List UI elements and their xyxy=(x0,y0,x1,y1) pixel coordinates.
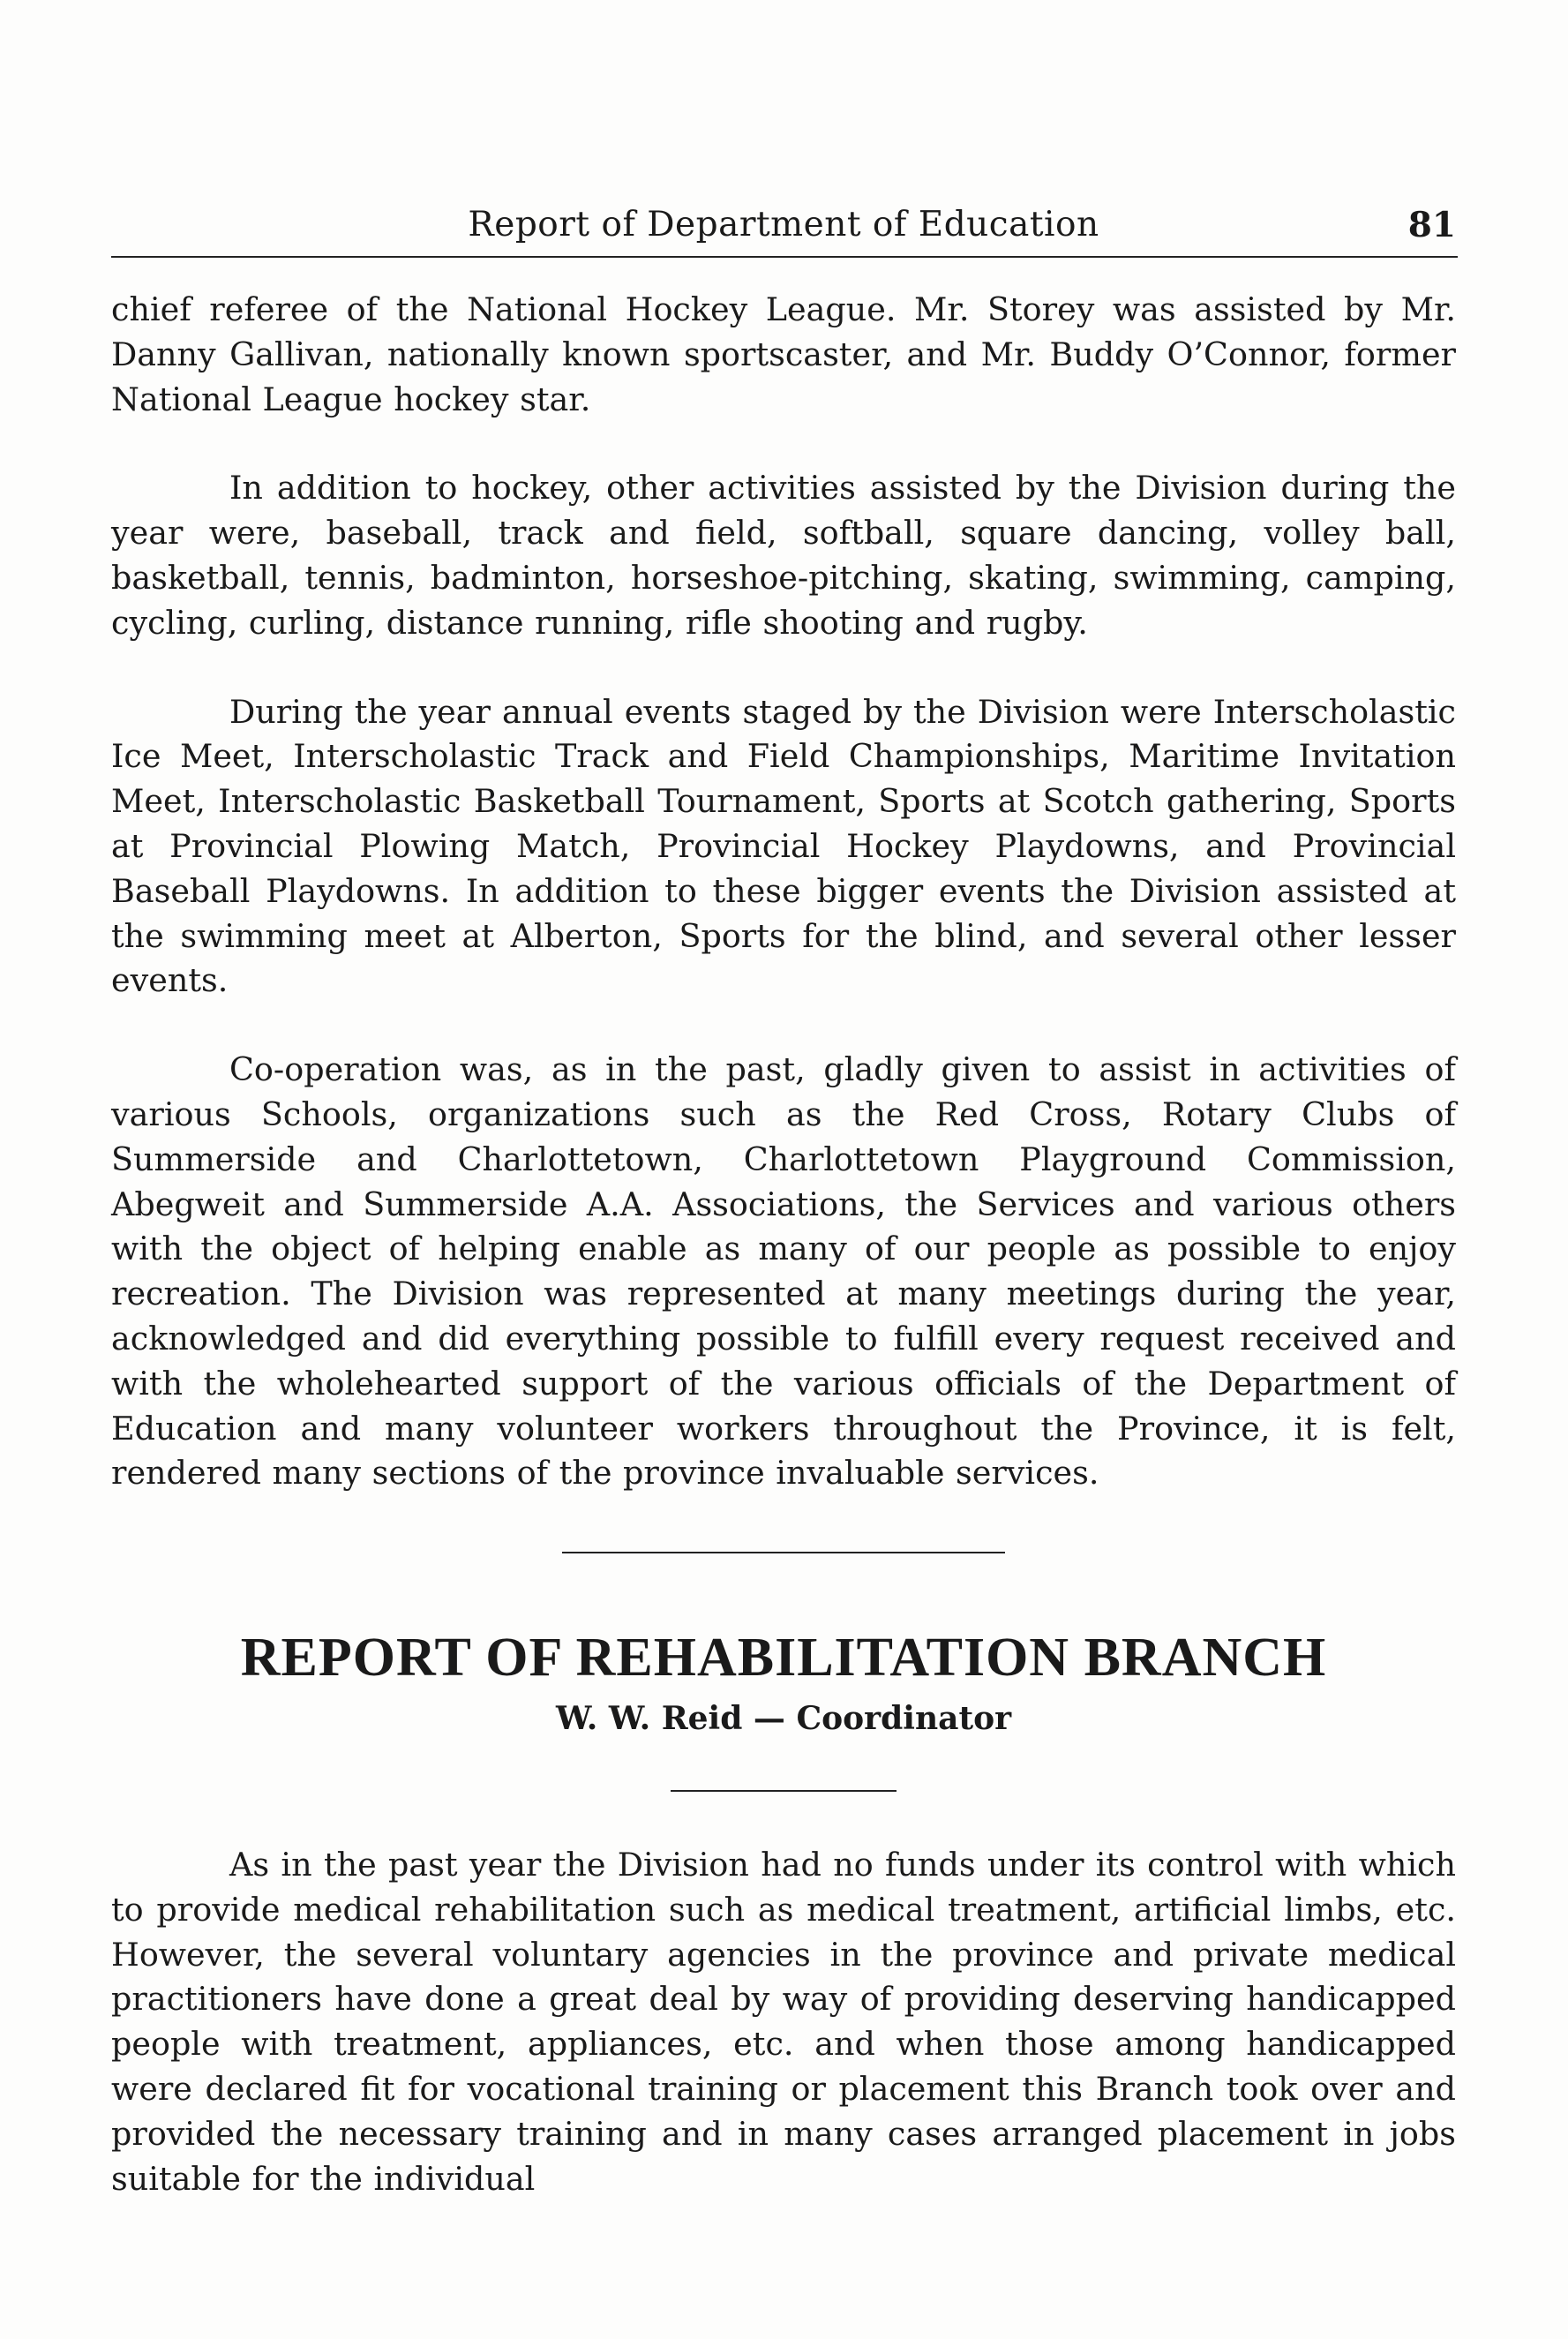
running-title: Report of Department of Education xyxy=(468,205,1099,244)
paragraph-annual-events: During the year annual events staged by the Division were Interscholastic Ice Meet, Interscholastic Track and Field Championships, Maritime Invitation Meet, Interscholastic Basketball Tournament, Sports at Scotch gathering, Sports at Provincial Plowing Match, Provincial Hockey Playdowns, and Provincial Baseball Playdowns. In addition to these bigger events the Division assisted at the swimming meet at Alberton, Sports for the blind, and several other lesser events. xyxy=(111,692,1456,1000)
section-heading: REPORT OF REHABILITATION BRANCH xyxy=(240,1628,1327,1688)
paragraph-continuation: chief referee of the National Hockey League. Mr. Storey was assisted by Mr. Danny Gallivan, nationally known sportscaster, and Mr. Buddy O’Connor, former National League hockey star. xyxy=(111,290,1456,418)
section-subheading: W. W. Reid — Coordinator xyxy=(555,1700,1012,1737)
body-text-upper xyxy=(111,288,1456,1496)
running-header xyxy=(111,199,1456,252)
header-rule xyxy=(111,256,1458,258)
subheading-rule xyxy=(671,1790,897,1792)
section-divider-rule xyxy=(562,1552,1005,1553)
paragraph-cooperation: Co-operation was, as in the past, gladly given to assist in activities of various Schools, organizations such as the Red Cross, Rotary Clubs of Summerside and Charlottetown, Charlottetown Playground Commission, Abegweit and Summerside A.A. Associations, the Services and various others with the object of helping enable as many of our people as possible to enjoy recreation. The Division was represented at many meetings during the year, acknowledged and did everything possible to fulfill every request received and with the wholehearted support of the various officials of the Department of Education and many volunteer workers throughout the Province, it is felt, rendered many sections of the province invaluable services. xyxy=(111,1050,1456,1493)
body-text-lower xyxy=(111,1843,1456,2201)
paragraph-rehabilitation: As in the past year the Division had no funds under its control with which to provide medical rehabilitation such as medical treatment, artificial limbs, etc. However, the several voluntary agencies in the province and private medical practitioners have done a great deal by way of providing deserving handicapped people with treatment, appliances, etc. and when those among handicapped were declared fit for vocational training or placement this Branch took over and provided the necessary training and in many cases arranged placement in jobs suitable for the individual xyxy=(111,1846,1456,2198)
page-number: 81 xyxy=(1407,205,1456,245)
paragraph-activities: In addition to hockey, other activities assisted by the Division during the year were, baseball, track and field, softball, square dancing, volley ball, basketball, tennis, badminton, horseshoe-pitching, skating, swimming, camping, cycling, curling, distance running, rifle shooting and rugby. xyxy=(111,469,1456,642)
